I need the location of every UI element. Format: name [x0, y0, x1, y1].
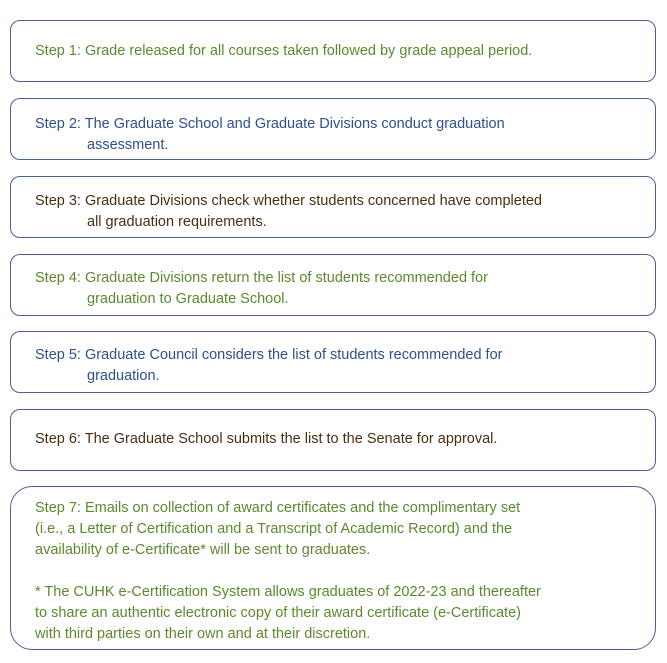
step-2-box: [10, 98, 656, 160]
step-3-line-1: [35, 191, 631, 212]
step-7-spacer: [35, 561, 631, 582]
step-7-line-1: [35, 498, 631, 519]
step-2-text: The Graduate School and Graduate Divisions conduct graduation: [84, 116, 505, 132]
step-1-line-1: [35, 41, 631, 62]
step-3-box: [10, 176, 656, 238]
step-2-line-2: assessment.: [87, 137, 169, 153]
step-6-line-1: [35, 429, 631, 450]
step-6-box: [10, 409, 656, 471]
step-5-text: Graduate Council considers the list of students recommended for: [84, 347, 503, 363]
step-4-line-2: graduation to Graduate School.: [87, 291, 289, 307]
step-1-text: Grade released for all courses taken followed by grade appeal period.: [84, 43, 533, 59]
step-3-text: Graduate Divisions check whether students concerned have completed: [84, 193, 542, 209]
step-7-note-line-3: with third parties on their own and at their discretion.: [35, 626, 371, 642]
step-7-line-2: (i.e., a Letter of Certification and a Transcript of Academic Record) and the: [35, 521, 513, 537]
step-6-text: The Graduate School submits the list to the Senate for approval.: [84, 431, 498, 447]
step-3-label: Step 3:: [35, 193, 81, 209]
step-5-line-1: [35, 345, 631, 366]
step-4-box: [10, 254, 656, 316]
step-4-label: Step 4:: [35, 270, 81, 286]
step-3-line-2: all graduation requirements.: [87, 214, 267, 230]
step-7-line-3: availability of e-Certificate* will be sent to graduates.: [35, 542, 371, 558]
step-7-label: Step 7:: [35, 500, 81, 516]
step-2-line-1: [35, 114, 631, 135]
step-5-line-2: graduation.: [87, 368, 160, 384]
step-7-text: Emails on collection of award certificates and the complimentary set: [84, 500, 521, 516]
step-4-line-1: [35, 268, 631, 289]
step-7-note-line-1: * The CUHK e-Certification System allows graduates of 2022-23 and thereafter: [35, 584, 541, 600]
step-1-box: [10, 20, 656, 82]
step-7-box: [10, 486, 656, 650]
step-2-label: Step 2:: [35, 116, 81, 132]
step-4-text: Graduate Divisions return the list of students recommended for: [84, 270, 488, 286]
step-1-label: Step 1:: [35, 43, 81, 59]
step-7-note-line-2: to share an authentic electronic copy of their award certificate (e-Certificate): [35, 605, 521, 621]
step-5-label: Step 5:: [35, 347, 81, 363]
step-6-label: Step 6:: [35, 431, 81, 447]
step-5-box: [10, 331, 656, 393]
